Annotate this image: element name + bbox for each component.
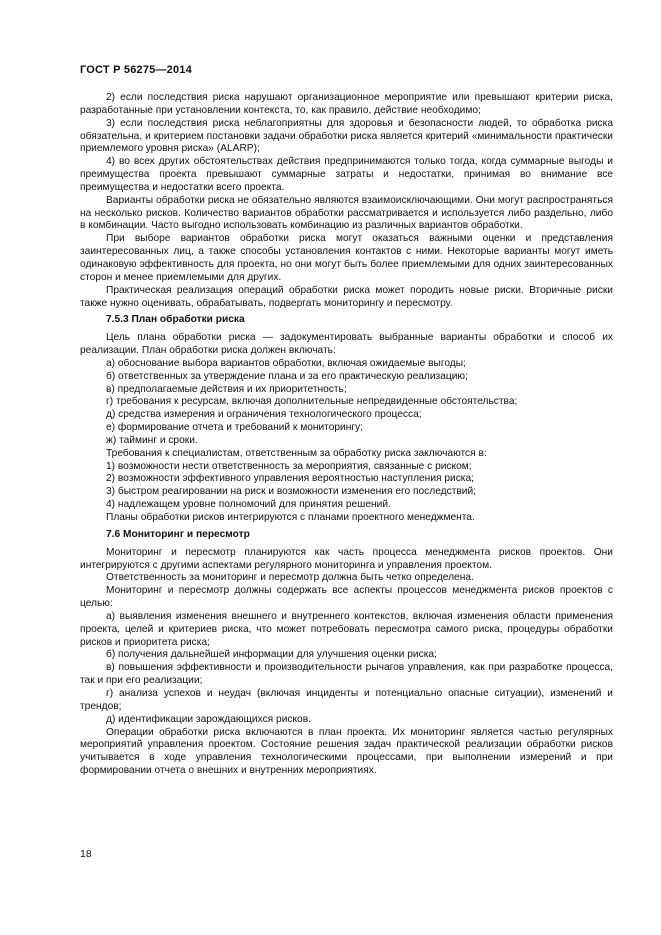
paragraph: Мониторинг и пересмотр планируются как часть процесса менеджмента рисков проектов. Они интегрируются с другими аспектами регулярного мониторинга и управления проектом. [80, 546, 613, 571]
list-item: д) идентификации зарождающихся рисков. [106, 713, 311, 725]
paragraph: Цель плана обработки риска — задокументировать выбранные варианты обработки и способ их реализации. План обработки риска должен включать: [80, 332, 613, 357]
list-item: б) получения дальнейшей информации для улучшения оценки риска; [106, 649, 437, 661]
paragraph: Планы обработки рисков интегрируются с планами проектного менеджмента. [106, 512, 475, 523]
paragraph: 3) если последствия риска неблагоприятны для здоровья и безопасности людей, то обработка риска обязательна, и критерием постановки задачи обработки риска является критерий «минимальности практически приемлемого уровня риска» (ALARP); [80, 117, 613, 155]
paragraph: 4) во всех других обстоятельствах действия предпринимаются только тогда, когда суммарные выгоды и преимущества проекта превышают суммарные затраты и недостатки, принимая во внимание все преимущества и недостатки всего проекта. [80, 156, 613, 193]
list-item: д) средства измерения и ограничения технологического процесса; [106, 409, 422, 421]
list-item: а) обоснование выбора вариантов обработки, включая ожидаемые выгоды; [106, 357, 466, 369]
list-item: в) повышения эффективности и производительности рычагов управления, как при разработке процесса, так и при его реализации; [80, 662, 613, 687]
paragraph: Ответственность за мониторинг и пересмотр должна быть четко определена. [106, 572, 474, 584]
list-item: ж) тайминг и сроки. [106, 434, 198, 446]
paragraph: 2) если последствия риска нарушают организационное мероприятие или превышают критерии риска, разработанные при установлении контекста, то, как правило, действие необходимо; [80, 92, 613, 116]
page-number: 18 [80, 848, 92, 860]
paragraph: Мониторинг и пересмотр должны содержать все аспекты процессов менеджмента рисков проектов с целью: [80, 585, 613, 610]
paragraph: Требования к специалистам, ответственным за обработку риска заключаются в: [106, 447, 487, 459]
paragraph: Практическая реализация операций обработки риска может породить новые риски. Вторичные риски также нужно оценивать, обрабатывать, подвергать мониторингу и пересмотру. [80, 284, 613, 309]
list-item: 1) возможности нести ответственность за мероприятия, связанные с риском; [106, 460, 472, 472]
section-heading-7-5-3: 7.5.3 План обработки риска [106, 314, 245, 326]
list-item: 4) надлежащем уровне полномочий для принятия решений. [106, 499, 391, 511]
paragraph: Операции обработки риска включаются в план проекта. Их мониторинг является частью регулярных мероприятий управления проектом. Состояние решения задач практической реализации обработки рисков учитывается в ходе управления технологическими процессами, при выполнении измерений и при формировании отчета о внешних и внутренних мероприятиях. [80, 726, 613, 777]
page-header-standard-title: ГОСТ Р 56275—2014 [80, 64, 192, 76]
list-item: 2) возможности эффективного управления вероятностью наступления риска; [106, 473, 474, 485]
document-body [80, 92, 613, 778]
paragraph: Варианты обработки риска не обязательно являются взаимоисключающими. Они могут распространяться на несколько рисков. Количество вариантов обработки рассматривается и используется либо раздельно, либо в комбинации. Часто выгодно использовать комбинацию из различных вариантов обработки. [80, 194, 613, 232]
list-item: г) требования к ресурсам, включая дополнительные непредвиденные обстоятельства; [106, 396, 518, 408]
section-heading-7-6: 7.6 Мониторинг и пересмотр [106, 528, 250, 540]
list-item: 3) быстром реагировании на риск и возможности изменения его последствий; [106, 486, 476, 498]
list-item: в) предполагаемые действия и их приоритетность; [106, 383, 347, 395]
list-item: а) выявления изменения внешнего и внутреннего контекстов, включая изменения области применения проекта, целей и критериев риска, что может потребовать пересмотра самого риска, процедуры обработки рисков и приоритета риска; [80, 610, 613, 648]
list-item: е) формирование отчета и требований к мониторингу; [106, 422, 364, 434]
paragraph: При выборе вариантов обработки риска могут оказаться важными оценки и представления заинтересованных лиц, а также способы установления контактов с ними. Некоторые варианты могут иметь одинаковую эффективность для проекта, но они могут быть более приемлемыми для одних заинтересованных сторон и менее приемлемыми для других. [80, 233, 613, 283]
list-item: б) ответственных за утверждение плана и за его практическую реализацию; [106, 370, 468, 382]
list-item: г) анализа успехов и неудач (включая инциденты и потенциально опасные ситуации), изменений и трендов; [80, 687, 613, 712]
